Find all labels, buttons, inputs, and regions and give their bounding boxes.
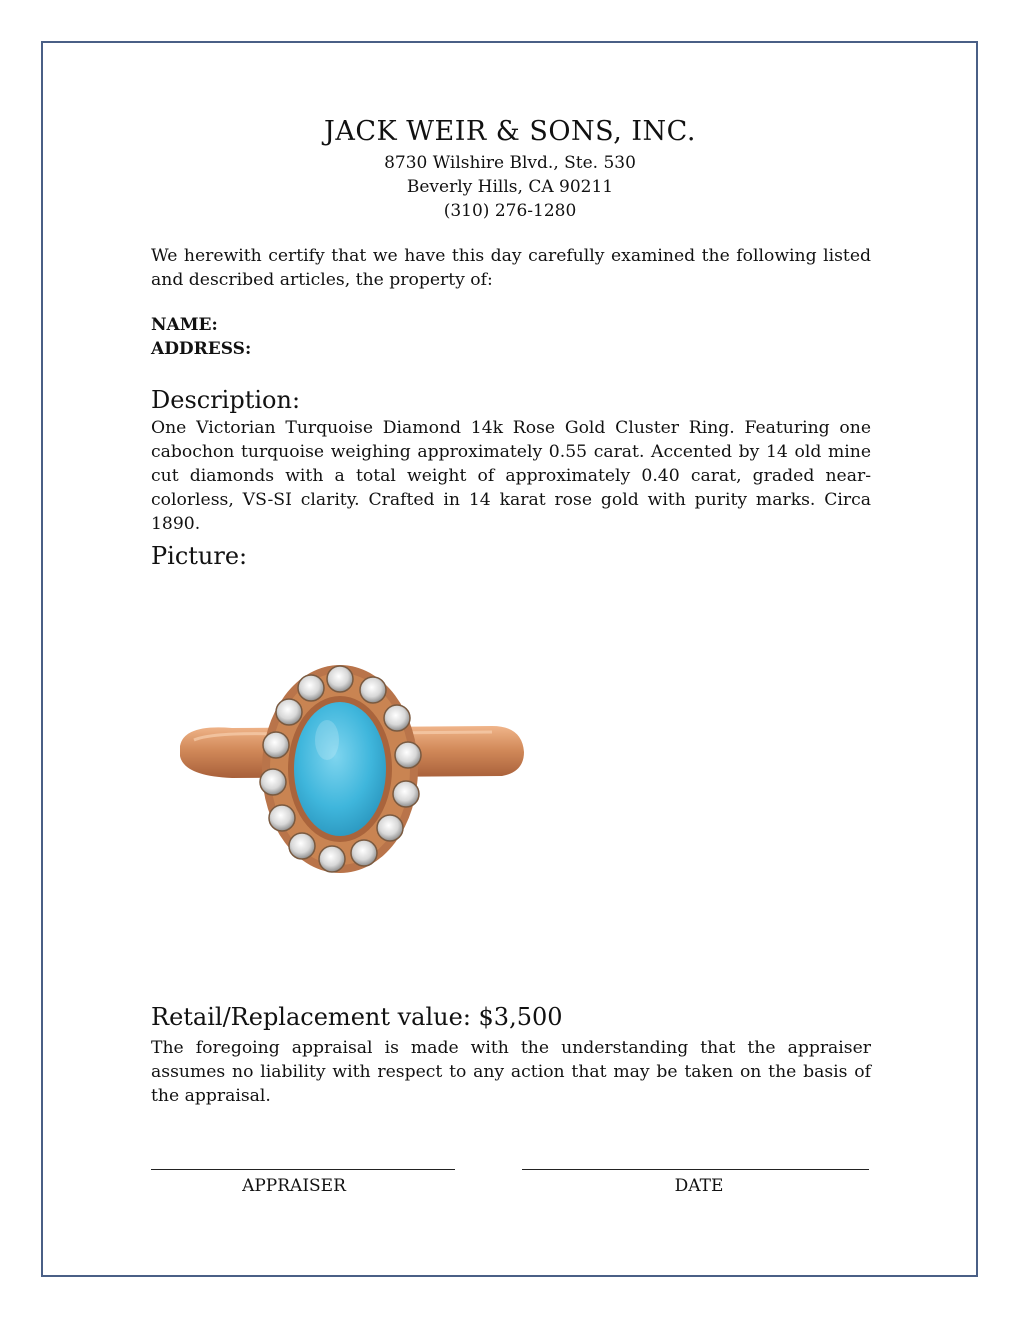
date-signature-line	[522, 1169, 869, 1170]
description-text: One Victorian Turquoise Diamond 14k Rose Gold Cluster Ring. Featuring one cabochon turquoise weighing approximately 0.55 carat. Accented by 14 old mine cut diamonds with a total weight of approximately 0.40 carat, graded near-colorless, VS-SI clarity. Crafted in 14 karat rose gold with purity marks. Circa 1890.	[151, 418, 871, 534]
company-phone: (310) 276-1280	[443, 201, 577, 221]
ring-photo	[172, 660, 532, 880]
appraiser-signature-line	[151, 1169, 455, 1170]
description-heading: Description:	[151, 386, 301, 414]
appraiser-label: APPRAISER	[242, 1176, 346, 1196]
certification-intro: We herewith certify that we have this day carefully examined the following listed and described articles, the property of:	[151, 246, 871, 290]
company-address-line2: Beverly Hills, CA 90211	[406, 177, 614, 197]
date-label: DATE	[674, 1176, 724, 1196]
liability-disclaimer: The foregoing appraisal is made with the understanding that the appraiser assumes no liability with respect to any action that may be taken on the basis of the appraisal.	[151, 1038, 871, 1106]
address-label: ADDRESS:	[151, 339, 252, 359]
retail-value-heading: Retail/Replacement value: $3,500	[151, 1003, 563, 1031]
picture-heading: Picture:	[151, 542, 248, 570]
name-label: NAME:	[151, 315, 218, 335]
company-name: JACK WEIR & SONS, INC.	[324, 116, 696, 147]
company-address-line1: 8730 Wilshire Blvd., Ste. 530	[384, 153, 636, 173]
turquoise-cabochon	[294, 702, 386, 836]
